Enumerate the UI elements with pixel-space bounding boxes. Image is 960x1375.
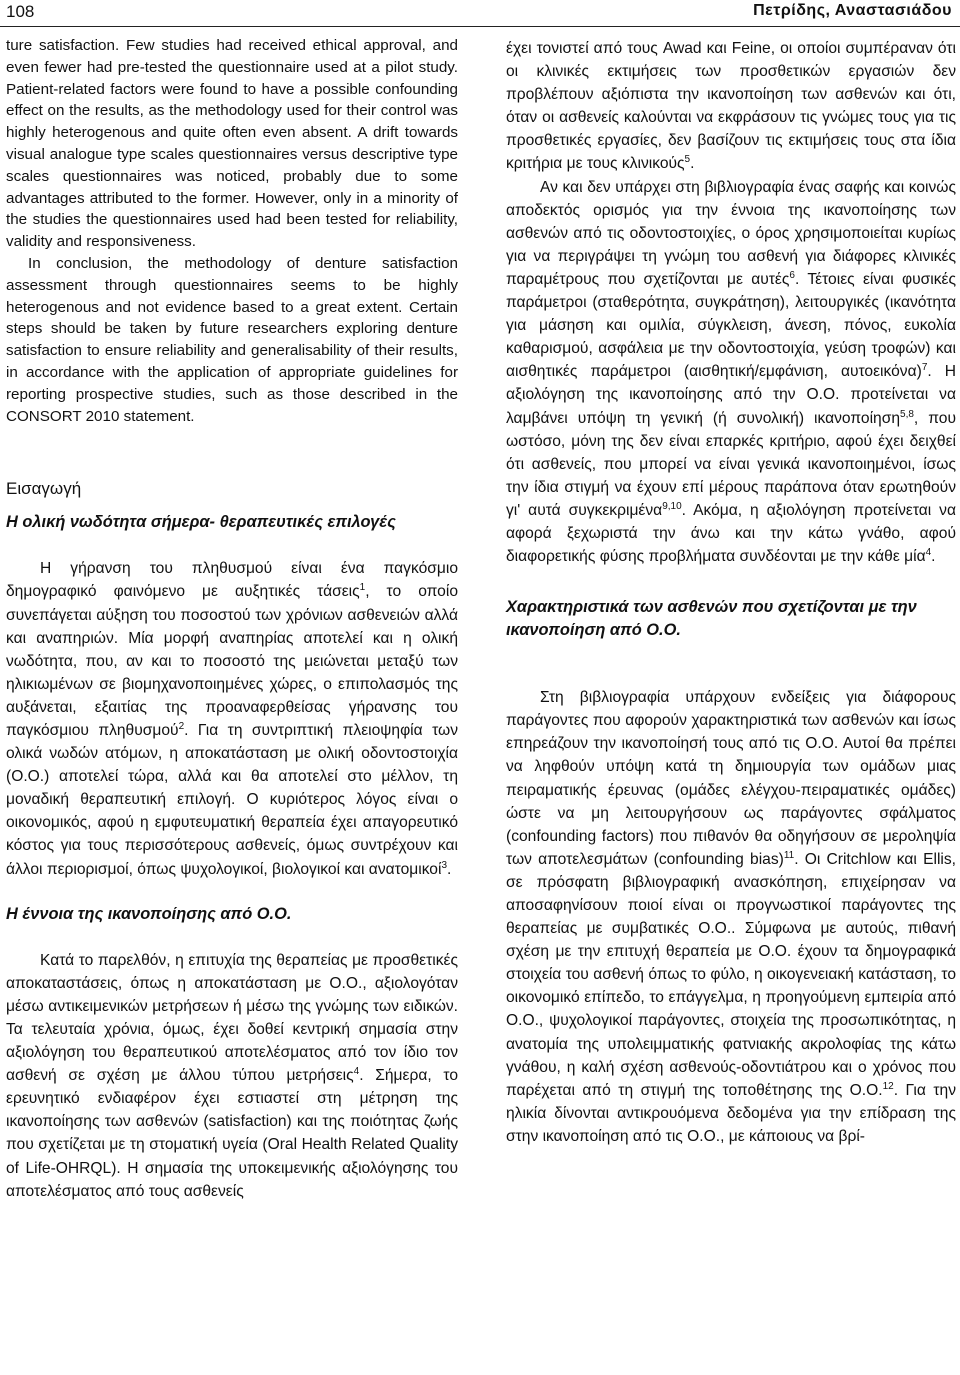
citation-ref: 5,8 [900, 408, 914, 420]
citation-ref: 3 [441, 859, 447, 871]
running-head-authors: Πετρίδης, Αναστασιάδου [753, 2, 952, 19]
subsection-heading-patient-characteristics: Χαρακτηριστικά των ασθενών που σχετίζονται με την ικανοποίηση από Ο.Ο. [506, 598, 917, 640]
citation-ref: 11 [783, 849, 795, 861]
edentulism-paragraph: Η γήρανση του πληθυσμού είναι ένα παγκόσμιο δημογραφικό φαινόμενο με αυξητικές τάσεις$^1$, το οποίο συνεπάγεται αύξηση του ποσοστού των χρόνιων ασθενειών αλλά και αναπηριών. Μία μορφή αναπηρίας αποτελεί και η ολική νωδότητα, που, αν και το ποσοστό της μειώνεται μεταξύ των ηλικιωμένων σε βιομηχανοποιημένες χώρες, ο επιπολασμός της αυξάνεται, εξαιτίας της προαναφερθείσας γήρανσης του παγκόσμιου πληθυσμού$^2$. Για τη συντριπτική πλειοψηφία των ολικά νωδών ατόμων, η αποκατάσταση με ολική οδοντοστοιχία (Ο.Ο.) αποτελεί τώρα, αλλά και θα αποτελεί στο μέλλον, τη μοναδική θεραπευτική επιλογή. Ο κυριότερος λόγος είναι ο οικονομικός, αφού η εμφυτευματική θεραπεία έχει απαγορευτικό κόστος για τους περισσότερους ασθενείς, όμως συντρέχουν και άλλοι περιορισμοί, όπως ψυχολογικοί, βιολογικοί και ανατομικοί$^3$. [6, 560, 458, 878]
citation-ref: 1 [359, 582, 366, 594]
right-column [506, 37, 956, 1148]
patient-characteristics-paragraph: Στη βιβλιογραφία υπάρχουν ενδείξεις για διάφορους παράγοντες που αφορούν χαρακτηριστικά των ασθενών και ίσως επηρεάζουν την ικανοποίησή τους από τις Ο.Ο. Αυτοί θα πρέπει να ληφθούν υπόψη κατά τη δημιουργία των ομάδων μιας πειραματικής έρευνας (ομάδες ελέγχου-πειραματικές ομάδες) ώστε να μη λειτουργήσουν ως παράγοντες σφάλματος (confounding factors) που πιθανόν θα οδηγήσουν σε μεροληψία των αποτελεσμάτων (confounding bias)$^{11}$. Οι Critchlow και Ellis, σε πρόσφατη βιβλιογραφική ανασκόπηση, επιχείρησαν να αποσαφηνίσουν ποιοί είναι οι προγνωστικοί παράγοντες της θεραπείας με συμβατικές Ο.Ο.. Σύμφωνα με αυτούς, πιθανή σχέση με την επιτυχή θεραπεία με Ο.Ο. έχουν τα δημογραφικά στοιχεία του ασθενή όπως το φύλο, η οικογενειακή κατάσταση, το οικονομικό επίπεδο, το επάγγελμα, η προηγούμενη εμπειρία από Ο.Ο., ψυχολογικοί παράγοντες, στοιχεία της προσωπικότητας, η ανατομία της υπολειμματικής φατνιακής ακρολοφίας της κάτω γνάθου, η καλή σχέση ασθενούς-οδοντιάτρου και ο χρόνος που παρέχεται από τη στιγμή της τοποθέτησης της Ο.Ο.$^{12}$. Για την ηλικία δίνονται αντικρουόμενα δεδομένα για την επίδραση της στην ικανοποίηση από τις Ο.Ο., με κάποιους να βρί- [506, 689, 956, 1145]
citation-ref: 12 [882, 1080, 894, 1092]
abstract-paragraph-2: In conclusion, the methodology of denture satisfaction assessment through questionnaires seems to be highly heterogenous and not evidence based to a great extent. Certain steps should be taken by future researchers exploring denture satisfaction to ensure reliability and generalisability of their results, in accordance with the application of appropriate guidelines for reporting prospective studies, such as those described in the CONSORT 2010 statement. [6, 254, 458, 425]
definition-paragraph: Αν και δεν υπάρχει στη βιβλιογραφία ένας σαφής και κοινώς αποδεκτός ορισμός για την έννοια της ικανοποίησης των ασθενών από τις οδοντοστοιχίες, ο όρος χρησιμοποιείται κυρίως για να περιγράψει τη γνώμη του ασθενή για διάφορες κλινικές παραμέτρους που σχετίζονται με αυτές$^6$. Τέτοιες είναι φυσικές παράμετροι (σταθερότητα, συγκράτηση), λειτουργικές (ικανότητα για μάσηση και ομιλία, σύγκλειση, άνεση, πόνος, ευκολία καθαρισμού, ασφάλεια με την οδοντοστοιχία, γεύση τροφών) και αισθητικές παράμετροι (αισθητική/εμφάνιση, αυτοεικόνα)$^7$. Η αξιολόγηση της ικανοποίησης από την Ο.Ο. προτείνεται να λαμβάνει υπόψη τη γενική (ή συνολική) ικανοποίηση$^{5,8}$, που ωστόσο, μόνη της δεν είναι επαρκές κριτήριο, αφού έχει δειχθεί ότι ασθενείς, που μπορεί να είναι γενικά ικανοποιημένοι, ίσως την ίδια στιγμή να έχουν επί μέρους παράπονα όταν ερωτηθούν γι' αυτά συγκεκριμένα$^{9,10}$. Ακόμα, η αξιολόγηση προτείνεται να αφορά ξεχωριστά την άνω και την κάτω γνάθο, αφού διαφορετικής φύσης προβλήματα συνδέονται με την κάθε μία$^4$. [506, 178, 957, 566]
left-column [6, 35, 458, 1203]
citation-ref: 6 [789, 269, 795, 281]
citation-ref: 9,10 [662, 500, 682, 512]
citation-ref: 5 [684, 154, 691, 166]
citation-ref: 7 [921, 362, 928, 374]
page-number: 108 [6, 2, 35, 21]
subsection-heading-edentulism: Η ολική νωδότητα σήμερα- θεραπευτικές επιλογές [6, 513, 396, 532]
citation-ref: 2 [178, 721, 185, 732]
citation-ref: 4 [353, 1066, 360, 1078]
subsection-heading-satisfaction-concept: Η έννοια της ικανοποίησης από Ο.Ο. [6, 904, 292, 923]
section-heading-introduction: Εισαγωγή [6, 479, 82, 499]
abstract-paragraph-1: ture satisfaction. Few studies had received ethical approval, and even fewer had pre-tested the questionnaire used at a pilot study. Patient-related factors were found to have a possible confounding effect on the results, as the methodology used for their control was highly heterogenous and quite often even absent. A drift towards visual analogue type scales questionnaires versus descriptive type scales questionnaires was noticed, probably due to some advantages attributed to the former. However, only in a minority of the studies the questionnaires used had been tested for reliability, validity and responsiveness. [6, 37, 458, 251]
page-header [0, 0, 960, 27]
satisfaction-concept-paragraph: Κατά το παρελθόν, η επιτυχία της θεραπείας με προσθετικές αποκαταστάσεις, όπως η αποκατάσταση με Ο.Ο., αξιολογόταν μέσω αντικειμενικών μετρήσεων ή μέσω της γνώμης των ειδικών. Τα τελευταία χρόνια, όμως, έχει δοθεί κεντρική σημασία στην αξιολόγηση του θεραπευτικού αποτελέσματος από τον ίδιο τον ασθενή σε σχέση με άλλου τύπου μετρήσεις$^4$. Σήμερα, το ερευνητικό ενδιαφέρον έχει εστιαστεί στη μέτρηση της ικανοποίησης των ασθενών (satisfaction) και της ποιότητας ζωής που σχετίζεται με τη στοματική υγεία (Oral Health Related Quality of Life-OHRQL). Η σημασία της υποκειμενικής αξιολόγησης του αποτελέσματος από τους ασθενείς [6, 951, 458, 1200]
continued-paragraph: έχει τονιστεί από τους Awad και Feine, οι οποίοι συμπέραναν ότι οι κλινικές εκτιμήσεις των προσθετικών εργασιών δεν προβλέπουν αξιόπιστα την ικανοποίηση των ασθενών και ότι, όταν οι ασθενείς καλούνται να εκφράσουν τις γνώμες τους για τις προσθετικές εργασίες, δεν βασίζουν τις εκτιμήσεις τους στα ίδια κριτήρια με τους κλινικούς$^5$. [506, 40, 956, 173]
citation-ref: 4 [925, 547, 932, 559]
